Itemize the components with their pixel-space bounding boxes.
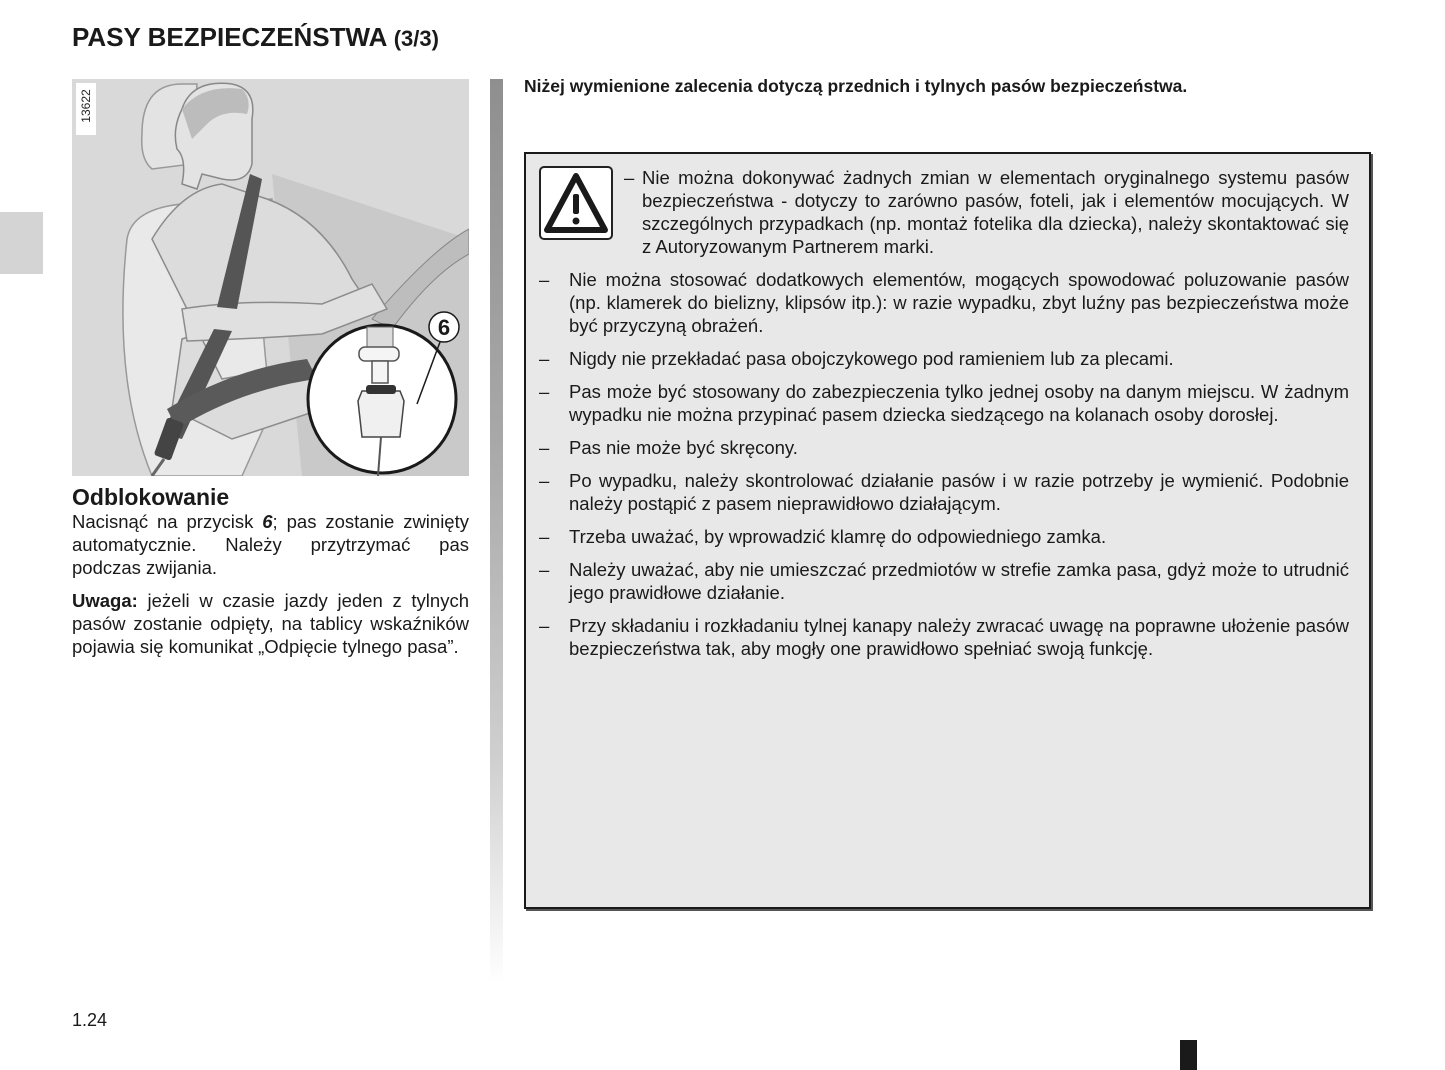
seat-belt-figure <box>72 79 469 476</box>
warning-list <box>526 166 1359 660</box>
note-label: Uwaga: <box>72 590 138 611</box>
warning-item: – Pas nie może być skręcony. <box>539 437 798 458</box>
figure-number: 13622 <box>76 83 96 135</box>
seat-belt-illustration-icon <box>72 79 469 476</box>
warning-item: – Nigdy nie przekładać pasa obojczykowego pod ramieniem lub za plecami. <box>539 348 1174 369</box>
warning-item: – Po wypadku, należy skontrolować działanie pasów i w razie potrzeby je wymienić. Podobnie należy postąpić z pasem nieprawidłowo działającym. <box>539 470 1349 514</box>
chapter-tab <box>0 212 43 274</box>
warning-item: – Pas może być stosowany do zabezpieczenia tylko jednej osoby na danym miejscu. W żadnym wypadku nie można przypinać pasem dziecka siedzącego na kolanach osoby dorosłej. <box>539 381 1349 425</box>
warning-item: – Trzeba uważać, by wprowadzić klamrę do odpowiedniego zamka. <box>539 526 1107 547</box>
callout-label: 6 <box>437 315 451 340</box>
section-heading: Odblokowanie <box>72 484 230 510</box>
warning-item: – Nie można stosować dodatkowych elementów, mogących spowodować poluzowanie pasów (np. klamerek do bielizny, klipsów itp.): w razie wypadku, zbyt luźny pas bezpieczeństwa może być przyczyną obrażeń. <box>539 269 1349 336</box>
page-edge-marker <box>1180 1040 1197 1070</box>
release-paragraph: Nacisnąć na przycisk 6; pas zostanie zwinięty automatycznie. Należy przytrzymać pas podczas zwijania. <box>72 511 469 578</box>
left-column-text <box>72 510 469 668</box>
page-number: 1.24 <box>72 1010 108 1030</box>
page-title <box>72 22 439 53</box>
page-title-suffix: (3/3) <box>393 26 439 51</box>
column-divider <box>490 79 503 984</box>
warning-item: – Należy uważać, aby nie umieszczać przedmiotów w strefie zamka pasa, gdyż może to utrudnić jego prawidłowe działanie. <box>539 559 1349 603</box>
warning-item: – Nie można dokonywać żadnych zmian w elementach oryginalnego systemu pasów bezpieczeństwa - dotyczy to zarówno pasów, foteli, jak i elementów mocujących. W szczególnych przypadkach (np. montaż fotelika dla dziecka), należy skontaktować się z Autoryzowanym Partnerem marki. <box>624 167 1349 257</box>
warning-box <box>524 152 1371 909</box>
intro-text: Niżej wymienione zalecenia dotyczą przednich i tylnych pasów bezpieczeństwa. <box>524 76 1188 96</box>
page-title-text: PASY BEZPIECZEŃSTWA <box>72 22 387 52</box>
note-paragraph: Uwaga: jeżeli w czasie jazdy jeden z tylnych pasów zostanie odpięty, na tablicy wskaźników pojawia się komunikat „Odpięcie tylnego pasa”. <box>72 590 469 657</box>
warning-item: – Przy składaniu i rozkładaniu tylnej kanapy należy zwracać uwagę na poprawne ułożenie pasów bezpieczeństwa tak, aby mogły one prawidłowo spełniać swoją funkcję. <box>539 615 1349 659</box>
